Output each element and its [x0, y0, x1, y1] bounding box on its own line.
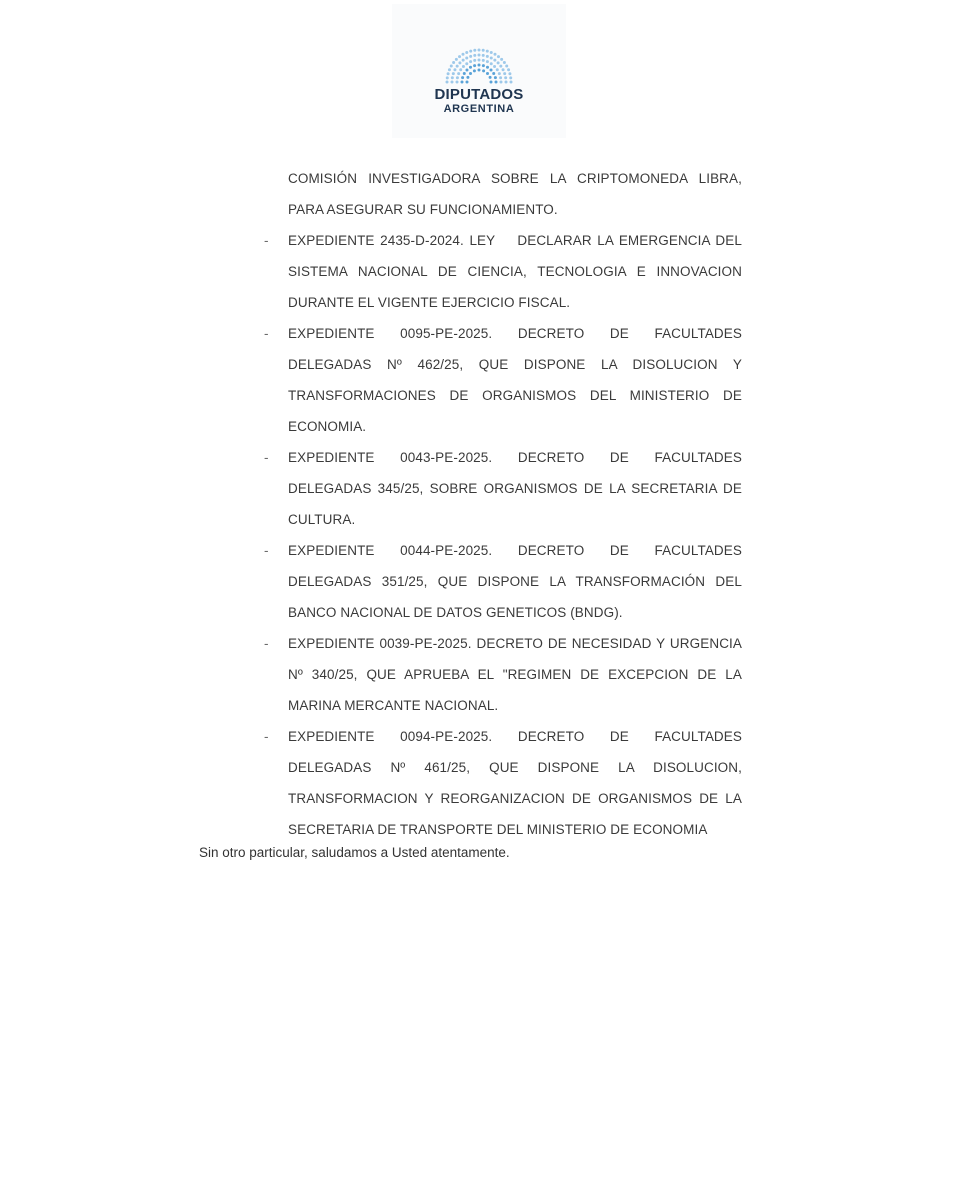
seat-dot: [473, 69, 476, 72]
list-item-text: EXPEDIENTE 0043-PE-2025. DECRETO DE FACULTADES DELEGADAS 345/25, SOBRE ORGANISMOS DE LA SECRETARIA DE CULTURA.: [288, 450, 746, 527]
list-item: [264, 163, 746, 225]
seat-dot: [496, 68, 499, 71]
list-item-text: EXPEDIENTE 0095-PE-2025. DECRETO DE FACULTADES DELEGADAS Nº 462/25, QUE DISPONE LA DISOLUCION Y TRANSFORMACIONES DE ORGANISMOS DEL MINISTERIO DE ECONOMIA.: [288, 326, 746, 434]
seat-dot: [450, 65, 453, 68]
seat-dot: [469, 72, 472, 75]
seat-dot: [446, 76, 449, 79]
seat-dot: [482, 69, 485, 72]
seat-dot: [448, 68, 451, 71]
seat-dot: [458, 61, 461, 64]
seat-dot: [503, 72, 506, 75]
seat-dot: [465, 62, 468, 65]
seat-dot: [473, 59, 476, 62]
seat-dot: [451, 76, 454, 79]
closing-remark: Sin otro particular, saludamos a Usted atentamente.: [199, 845, 510, 860]
seat-dot: [482, 54, 485, 57]
list-item: [264, 442, 746, 535]
list-item: [264, 318, 746, 442]
seat-dot: [486, 50, 489, 53]
seat-dot: [494, 53, 497, 56]
seat-dot: [456, 81, 459, 84]
seat-dot: [465, 68, 468, 71]
seat-dot: [482, 64, 485, 67]
seat-dot: [508, 72, 511, 75]
seat-dot: [466, 81, 469, 84]
list-item: [264, 721, 746, 845]
list-bullet: -: [264, 450, 269, 465]
seat-dot: [478, 59, 481, 62]
seat-dot: [492, 72, 495, 75]
seat-dot: [486, 55, 489, 58]
seat-dot: [456, 76, 459, 79]
seat-dot: [446, 81, 449, 84]
list-item: [264, 225, 746, 318]
seat-dot: [503, 61, 506, 64]
seat-dot: [493, 59, 496, 62]
seat-dot: [452, 72, 455, 75]
seat-dot: [482, 59, 485, 62]
seat-dot: [466, 76, 469, 79]
seat-dot: [495, 81, 498, 84]
seat-dot: [451, 81, 454, 84]
seat-dot: [510, 81, 513, 84]
seat-dot: [461, 81, 464, 84]
seat-dot: [469, 55, 472, 58]
seat-dot: [465, 51, 468, 54]
seat-dot: [490, 56, 493, 59]
seat-dot: [447, 72, 450, 75]
logo-text-argentina: ARGENTINA: [443, 103, 515, 115]
list-item-text: EXPEDIENTE 2435-D-2024. LEY DECLARAR LA EMERGENCIA DEL SISTEMA NACIONAL DE CIENCIA, TECNOLOGIA E INNOVACION DURANTE EL VIGENTE EJERCICIO FISCAL.: [288, 233, 746, 310]
list-bullet: -: [264, 233, 269, 248]
seat-dot: [490, 51, 493, 54]
list-item: [264, 628, 746, 721]
chamber-seats-icon: [430, 44, 528, 84]
list-bullet: -: [264, 326, 269, 341]
seat-dot: [478, 49, 481, 52]
list-item-text: EXPEDIENTE 0094-PE-2025. DECRETO DE FACULTADES DELEGADAS Nº 461/25, QUE DISPONE LA DISOLUCION, TRANSFORMACION Y REORGANIZACION DE ORGANISMOS DE LA SECRETARIA DE TRANSPORTE DEL MINISTERIO DE ECONOMIA: [288, 729, 746, 837]
list-item-text: EXPEDIENTE 0044-PE-2025. DECRETO DE FACULTADES DELEGADAS 351/25, QUE DISPONE LA TRANSFORMACIÓN DEL BANCO NACIONAL DE DATOS GENETICOS (BNDG).: [288, 543, 746, 620]
list-item: [264, 535, 746, 628]
seat-dot: [478, 54, 481, 57]
seat-dot: [461, 76, 464, 79]
seat-dot: [504, 76, 507, 79]
seat-dot: [469, 60, 472, 63]
seat-dot: [469, 50, 472, 53]
seat-dot: [500, 81, 503, 84]
seat-dot: [457, 72, 460, 75]
seat-dot: [452, 61, 455, 64]
seat-dot: [473, 54, 476, 57]
seat-dot: [498, 72, 501, 75]
seat-dot: [497, 55, 500, 58]
list-bullet: -: [264, 636, 269, 651]
diputados-logo: [392, 4, 566, 138]
seat-dot: [486, 66, 489, 69]
seat-dot: [486, 60, 489, 63]
seat-dot: [469, 66, 472, 69]
seat-dot: [478, 64, 481, 67]
seat-dot: [499, 76, 502, 79]
seat-dot: [507, 68, 510, 71]
list-bullet: -: [264, 543, 269, 558]
seat-dot: [493, 65, 496, 68]
logo-text-diputados: DIPUTADOS: [434, 86, 524, 103]
seat-dot: [473, 64, 476, 67]
seat-dot: [459, 68, 462, 71]
seat-dot: [453, 68, 456, 71]
seat-dot: [505, 81, 508, 84]
seat-dot: [463, 72, 466, 75]
list-bullet: -: [264, 729, 269, 744]
seat-dot: [462, 53, 465, 56]
seat-dot: [490, 81, 493, 84]
list-item-text: EXPEDIENTE 0039-PE-2025. DECRETO DE NECESIDAD Y URGENCIA Nº 340/25, QUE APRUEBA EL "REGIMEN DE EXCEPCION DE LA MARINA MERCANTE NACIONAL.: [288, 636, 746, 713]
seat-dot: [490, 62, 493, 65]
seat-dot: [494, 76, 497, 79]
seat-dot: [482, 49, 485, 52]
expedientes-list: [264, 163, 746, 845]
seat-dot: [500, 58, 503, 61]
seat-dot: [486, 72, 489, 75]
seat-dot: [497, 61, 500, 64]
seat-dot: [462, 59, 465, 62]
seat-dot: [490, 68, 493, 71]
list-item-text: COMISIÓN INVESTIGADORA SOBRE LA CRIPTOMONEDA LIBRA, PARA ASEGURAR SU FUNCIONAMIENTO.: [288, 171, 746, 217]
seat-dot: [458, 55, 461, 58]
seat-dot: [455, 58, 458, 61]
seat-dot: [489, 76, 492, 79]
seat-dot: [456, 65, 459, 68]
seat-dot: [465, 56, 468, 59]
seat-dot: [502, 68, 505, 71]
seat-dot: [473, 49, 476, 52]
seat-dot: [462, 65, 465, 68]
seat-dot: [509, 76, 512, 79]
seat-dot: [499, 65, 502, 68]
seat-dot: [505, 65, 508, 68]
seat-dot: [478, 69, 481, 72]
